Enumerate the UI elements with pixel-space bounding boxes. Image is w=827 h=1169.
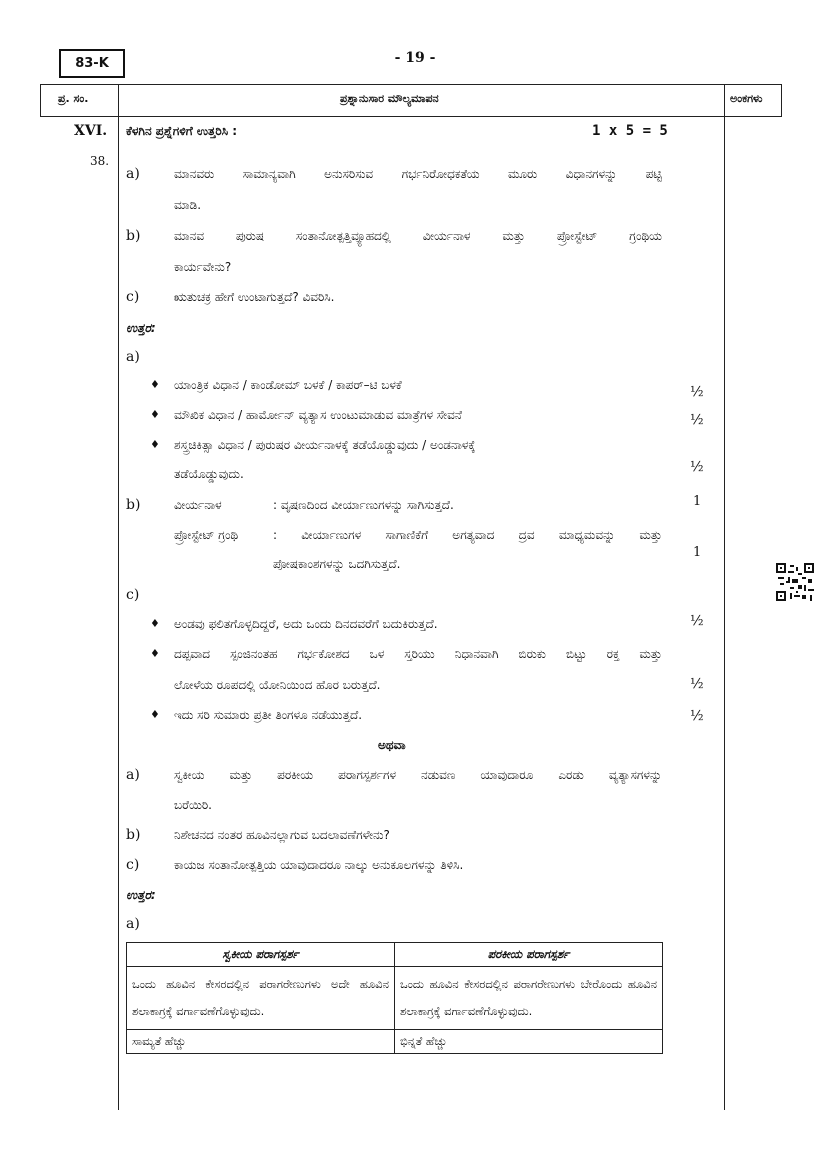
- bullet-icon: ♦: [150, 408, 160, 421]
- ans-a-item-3: ಶಸ್ತ್ರಚಿಕಿತ್ಸಾ ವಿಧಾನ / ಪುರುಷರ ವೀರ್ಯನಾಳಕ್ಕೆ ತಡೆಯೊಡ್ಡುವುದು / ಅಂಡನಾಳಕ್ಕೆ: [174, 438, 476, 452]
- ans-a-label: a): [126, 349, 140, 365]
- ans-c-item-2-cont: ಲೋಳೆಯ ರೂಪದಲ್ಲಿ ಯೋನಿಯಿಂದ ಹೊರ ಬರುತ್ತದೆ.: [174, 678, 381, 692]
- alt-q-a-line1: ಸ್ವಕೀಯ ಮತ್ತು ಪರಕೀಯ ಪರಾಗಸ್ಪರ್ಶಗಳ ನಡುವಣ ಯಾವುದಾರೂ ಎರಡು ವ್ಯತ್ಯಾಸಗಳನ್ನು: [174, 768, 662, 782]
- mark-c1: ½: [690, 613, 704, 629]
- table-row: [127, 967, 663, 1030]
- col-header-evaluation: ಪ್ರಶ್ನಾನುಸಾರ ಮೌಲ್ಯಮಾಪನ: [340, 92, 439, 105]
- alt-q-c-text: ಕಾಯಜ ಸಂತಾನೋತ್ಪತ್ತಿಯ ಯಾವುದಾದರೂ ನಾಲ್ಕು ಅನುಕೂಲಗಳನ್ನು ತಿಳಿಸಿ.: [174, 858, 464, 872]
- alt-q-c-label: c): [126, 857, 140, 873]
- ans-b-def-2-line2: ಪೋಷಕಾಂಶಗಳನ್ನು ಒದಗಿಸುತ್ತದೆ.: [273, 557, 401, 571]
- q-b-text-line1: ಮಾನವ ಪುರುಷ ಸಂತಾನೋತ್ಪತ್ತಿವ್ಯೂಹದಲ್ಲಿ ವೀರ್ಯನಾಳ ಮತ್ತು ಪ್ರೋಸ್ಟೇಟ್ ಗ್ರಂಥಿಯ: [174, 229, 662, 243]
- col-header-marks: ಅಂಕಗಳು: [730, 92, 763, 105]
- bullet-icon: ♦: [150, 438, 160, 451]
- alt-q-a-label: a): [126, 767, 140, 783]
- q-b-text-line2: ಕಾರ್ಯವೇನು?: [174, 260, 232, 274]
- ans-a-item-3-cont: ತಡೆಯೊಡ್ಡುವುದು.: [174, 467, 244, 481]
- answer-label: ಉತ್ತರ:: [126, 321, 156, 335]
- paper-code: 83-K: [59, 49, 125, 78]
- table-header-row: [127, 943, 663, 967]
- bullet-icon: ♦: [150, 617, 160, 630]
- table-top-border: [40, 84, 782, 85]
- mark-c2: ½: [690, 676, 704, 692]
- bullet-icon: ♦: [150, 378, 160, 391]
- col-divider-1: [118, 84, 119, 1110]
- ans-c-item-1: ಅಂಡವು ಫಲಿತಗೊಳ್ಳದಿದ್ದರೆ, ಅದು ಒಂದು ದಿನದವರೆಗೆ ಬದುಕಿರುತ್ತದೆ.: [174, 617, 438, 631]
- pollination-comparison-table: [126, 942, 663, 1054]
- ans-b-label: b): [126, 497, 141, 513]
- table-row: [127, 1030, 663, 1054]
- table-cell: ಸಾಮ್ಯತೆ ಹೆಚ್ಚು: [127, 1030, 395, 1054]
- alt-q-b-text: ನಿಶೇಚನದ ನಂತರ ಹೂವಿನಲ್ಲಾಗುವ ಬದಲಾವಣೆಗಳೇನು?: [174, 828, 390, 842]
- ans-b-term-1: ವೀರ್ಯನಾಳ: [174, 498, 222, 512]
- bullet-icon: ♦: [150, 647, 160, 660]
- table-header-self-pollination: ಸ್ವಕೀಯ ಪರಾಗಸ್ಪರ್ಶ: [127, 943, 395, 967]
- ans-c-label: c): [126, 587, 140, 603]
- q-a-label: a): [126, 166, 140, 182]
- ans-a-item-1: ಯಾಂತ್ರಿಕ ವಿಧಾನ / ಕಾಂಡೋಮ್ ಬಳಕೆ / ಕಾಪರ್–ಟಿ ಬಳಕೆ: [174, 378, 402, 392]
- mark-c3: ½: [690, 708, 704, 724]
- section-scheme: 1 x 5 = 5: [592, 123, 668, 139]
- alt-q-a-line2: ಬರೆಯಿರಿ.: [174, 798, 212, 812]
- col-divider-2: [724, 84, 725, 1110]
- mark-a1: ½: [690, 384, 704, 400]
- q-b-label: b): [126, 228, 141, 244]
- section-number: XVI.: [74, 123, 108, 139]
- q-c-text: ಋತುಚಕ್ರ ಹೇಗೆ ಉಂಟಾಗುತ್ತದೆ? ವಿವರಿಸಿ.: [174, 290, 335, 304]
- ans-c-item-3: ಇದು ಸರಿ ಸುಮಾರು ಪ್ರತೀ ತಿಂಗಳೂ ನಡೆಯುತ್ತದೆ.: [174, 708, 363, 722]
- qr-code-icon: [776, 563, 814, 601]
- table-header-divider: [40, 116, 782, 117]
- ans-c-item-2: ದಪ್ಪವಾದ ಸ್ಪಂಜಿನಂತಹ ಗರ್ಭಕೋಶದ ಒಳ ಸ್ತರಿಯು ನಿಧಾನವಾಗಿ ಬಿರುಕು ಬಿಟ್ಟು ರಕ್ತ ಮತ್ತು: [174, 647, 662, 661]
- table-left-border: [40, 84, 41, 117]
- table-header-cross-pollination: ಪರಕೀಯ ಪರಾಗಸ್ಪರ್ಶ: [395, 943, 663, 967]
- alt-q-b-label: b): [126, 827, 141, 843]
- q-c-label: c): [126, 289, 140, 305]
- ans-b-term-2: ಪ್ರೋಸ್ಟೇಟ್ ಗ್ರಂಥಿ: [174, 528, 239, 542]
- mark-b2: 1: [693, 545, 702, 560]
- mark-a2: ½: [690, 412, 704, 428]
- table-cell: ಒಂದು ಹೂವಿನ ಕೇಸರದಲ್ಲಿನ ಪರಾಗರೇಣುಗಳು ಅದೇ ಹೂವಿನ ಶಲಾಕಾಗ್ರಕ್ಕೆ ವರ್ಗಾವಣೆಗೊಳ್ಳುವುದು.: [127, 967, 395, 1030]
- section-instruction: ಕೆಳಗಿನ ಪ್ರಶ್ನೆಗಳಿಗೆ ಉತ್ತರಿಸಿ :: [126, 124, 238, 138]
- alt-ans-a-label: a): [126, 916, 140, 932]
- ans-a-item-2: ಮೌಖಿಕ ವಿಧಾನ / ಹಾರ್ಮೋನ್ ವ್ಯತ್ಯಾಸ ಉಂಟುಮಾಡುವ ಮಾತ್ರೆಗಳ ಸೇವನೆ: [174, 408, 462, 422]
- or-separator: ಅಥವಾ: [378, 738, 406, 752]
- table-right-border: [781, 84, 782, 117]
- mark-b1: 1: [693, 494, 702, 509]
- page-number: - 19 -: [394, 50, 436, 66]
- mark-a3: ½: [690, 459, 704, 475]
- q-a-text-line1: ಮಾನವರು ಸಾಮಾನ್ಯವಾಗಿ ಅನುಸರಿಸುವ ಗರ್ಭನಿರೋಧಕತೆಯ ಮೂರು ವಿಧಾನಗಳನ್ನು ಪಟ್ಟಿ: [174, 167, 662, 181]
- ans-b-def-1: : ವೃಷಣದಿಂದ ವೀರ್ಯಾಣುಗಳನ್ನು ಸಾಗಿಸುತ್ತದೆ.: [273, 498, 454, 512]
- q-a-text-line2: ಮಾಡಿ.: [174, 198, 202, 212]
- table-cell: ಒಂದು ಹೂವಿನ ಕೇಸರದಲ್ಲಿನ ಪರಾಗರೇಣುಗಳು ಬೇರೊಂದು ಹೂವಿನ ಶಲಾಕಾಗ್ರಕ್ಕೆ ವರ್ಗಾವಣೆಗೊಳ್ಳುವುದು.: [395, 967, 663, 1030]
- bullet-icon: ♦: [150, 708, 160, 721]
- question-number: 38.: [90, 154, 110, 168]
- col-header-qno: ಪ್ರ. ಸಂ.: [58, 92, 89, 105]
- alt-answer-label: ಉತ್ತರ:: [126, 888, 156, 902]
- table-cell: ಭಿನ್ನತೆ ಹೆಚ್ಚು: [395, 1030, 663, 1054]
- ans-b-def-2-line1: : ವೀರ್ಯಾಣುಗಳ ಸಾಗಾಣಿಕೆಗೆ ಅಗತ್ಯವಾದ ದ್ರವ ಮಾಧ್ಯಮವನ್ನು ಮತ್ತು: [273, 528, 662, 542]
